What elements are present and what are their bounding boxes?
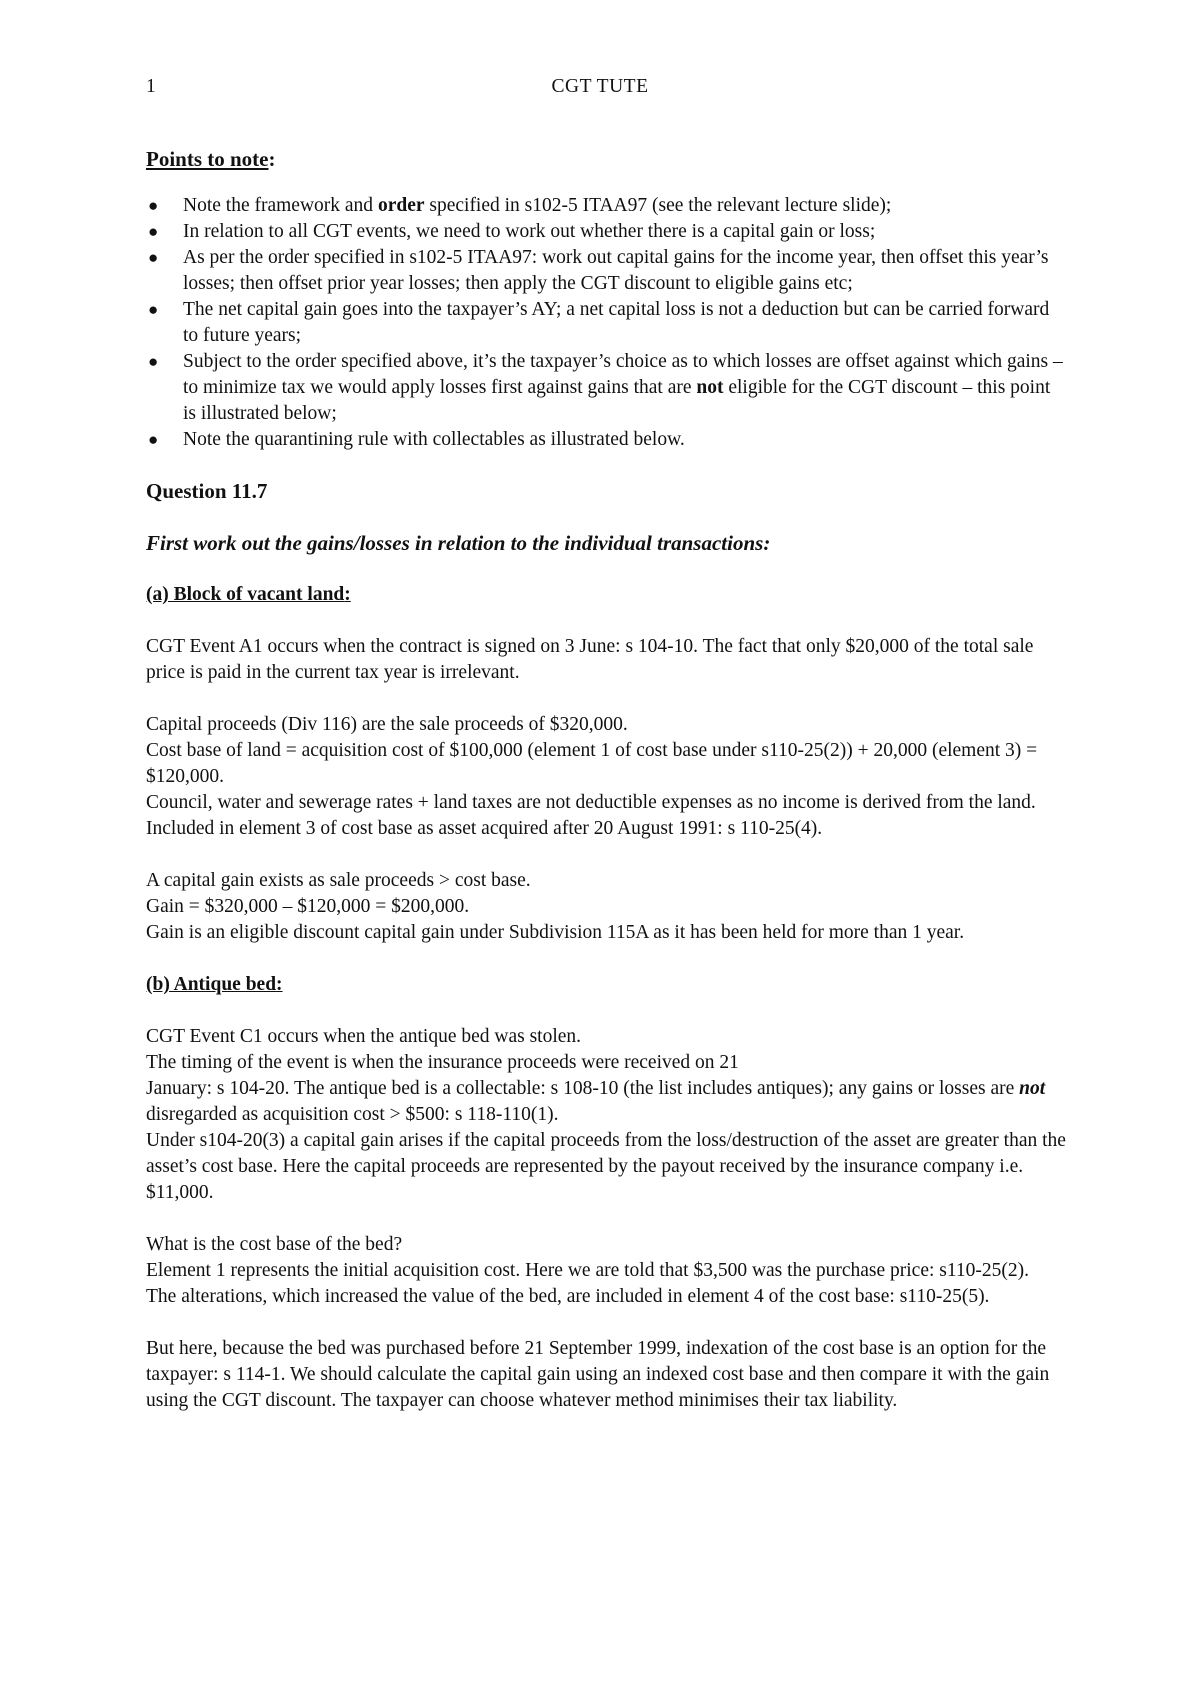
text-run: disregarded as acquisition cost > $500: s 118-110(1).: [146, 1104, 559, 1125]
bullet-icon: ●: [148, 248, 159, 267]
text-line: A capital gain exists as sale proceeds > cost base.: [146, 870, 531, 891]
text-line: The alterations, which increased the value of the bed, are included in element 4 of the cost base: s110-25(5).: [146, 1286, 990, 1307]
text-line: Capital proceeds (Div 116) are the sale proceeds of $320,000.: [146, 714, 628, 735]
text-line: Gain = $320,000 – $120,000 = $200,000.: [146, 896, 470, 917]
text-line: Cost base of land = acquisition cost of $100,000 (element 1 of cost base under s110-25(2)) + 20,000 (element 3) = $120,000.: [146, 740, 1038, 787]
list-item: [146, 245, 1066, 297]
list-item-bold: order: [377, 195, 425, 216]
text-line: Element 1 represents the initial acquisition cost. Here we are told that $3,500 was the purchase price: s110-25(2).: [146, 1260, 1030, 1281]
list-item-text: As per the order specified in s102-5 ITAA97: work out capital gains for the income year, then offset this year’s losses; then offset prior year losses; then apply the CGT discount to eligible gains etc;: [183, 247, 1049, 294]
emphasis-not: not: [1019, 1078, 1046, 1099]
points-heading: [146, 146, 1066, 172]
page-header-title: CGT TUTE: [551, 76, 649, 97]
text-line: Gain is an eligible discount capital gain under Subdivision 115A as it has been held for more than 1 year.: [146, 922, 965, 943]
text-line: Under s104-20(3) a capital gain arises if the capital proceeds from the loss/destruction of the asset are greater than the asset’s cost base. Here the capital proceeds are represented by the payout received by the insurance company i.e. $11,000.: [146, 1130, 1066, 1203]
question-subheading: First work out the gains/losses in relation to the individual transactions:: [146, 531, 771, 555]
bullet-icon: ●: [148, 222, 159, 241]
document-body: [146, 146, 1066, 1414]
section-b-paragraph-3: But here, because the bed was purchased before 21 September 1999, indexation of the cost base is an option for the taxpayer: s 114-1. We should calculate the capital gain using an indexed cost base and then compare it with the gain using the CGT discount. The taxpayer can choose whatever method minimises their tax liability.: [146, 1338, 1050, 1411]
section-a-heading-colon: :: [344, 584, 351, 605]
list-item: [146, 193, 1066, 219]
section-a-paragraph-2: [146, 712, 1066, 842]
text-line: Council, water and sewerage rates + land taxes are not deductible expenses as no income is derived from the land. Included in element 3 of cost base as asset acquired after 20 August 1991: s 110-25(4).: [146, 792, 1036, 839]
list-item-text: eligible for the CGT discount – this point is illustrated below;: [183, 377, 1051, 424]
section-b-paragraph-2: [146, 1232, 1066, 1310]
text-line: The timing of the event is when the insurance proceeds were received on 21: [146, 1052, 739, 1073]
section-a-heading-text: (a) Block of vacant land: [146, 584, 345, 605]
text-line: CGT Event C1 occurs when the antique bed was stolen.: [146, 1026, 582, 1047]
section-a-paragraph-3: [146, 868, 1066, 946]
list-item-bold: not: [696, 377, 724, 398]
section-b-heading: [146, 972, 1066, 998]
points-heading-colon: :: [268, 147, 276, 171]
points-heading-text: Points to note: [146, 147, 269, 171]
list-item-text: Subject to the order specified above, it’s the taxpayer’s choice as to which losses are offset against which gains – to minimize tax we would apply losses first against gains that are: [183, 351, 1063, 398]
bullet-icon: ●: [148, 196, 159, 215]
text-line: [146, 1076, 1066, 1128]
bullet-icon: ●: [148, 300, 159, 319]
list-item-text: Note the framework and: [183, 195, 378, 216]
section-b-heading-text: (b) Antique bed: [146, 974, 277, 995]
list-item: [146, 297, 1066, 349]
list-item-text: The net capital gain goes into the taxpayer’s AY; a net capital loss is not a deduction but can be carried forward to future years;: [183, 299, 1050, 346]
list-item-text: specified in s102-5 ITAA97 (see the relevant lecture slide);: [424, 195, 892, 216]
bullet-icon: ●: [148, 352, 159, 371]
section-b-heading-colon: :: [276, 974, 283, 995]
list-item: [146, 427, 1066, 453]
list-item: [146, 219, 1066, 245]
section-a-paragraph-1: CGT Event A1 occurs when the contract is signed on 3 June: s 104-10. The fact that only $20,000 of the total sale price is paid in the current tax year is irrelevant.: [146, 636, 1034, 683]
bullet-icon: ●: [148, 430, 159, 449]
list-item-text: In relation to all CGT events, we need to work out whether there is a capital gain or loss;: [183, 221, 876, 242]
section-a-heading: [146, 582, 1066, 608]
question-title: Question 11.7: [146, 479, 268, 503]
text-line: What is the cost base of the bed?: [146, 1234, 403, 1255]
list-item-text: Note the quarantining rule with collectables as illustrated below.: [183, 429, 685, 450]
page-number: 1: [146, 76, 156, 97]
section-b-paragraph-1: [146, 1024, 1066, 1206]
points-list: [146, 193, 1066, 453]
text-run: January: s 104-20. The antique bed is a collectable: s 108-10 (the list includes antiques); any gains or losses are: [146, 1078, 1020, 1099]
list-item: [146, 349, 1066, 427]
